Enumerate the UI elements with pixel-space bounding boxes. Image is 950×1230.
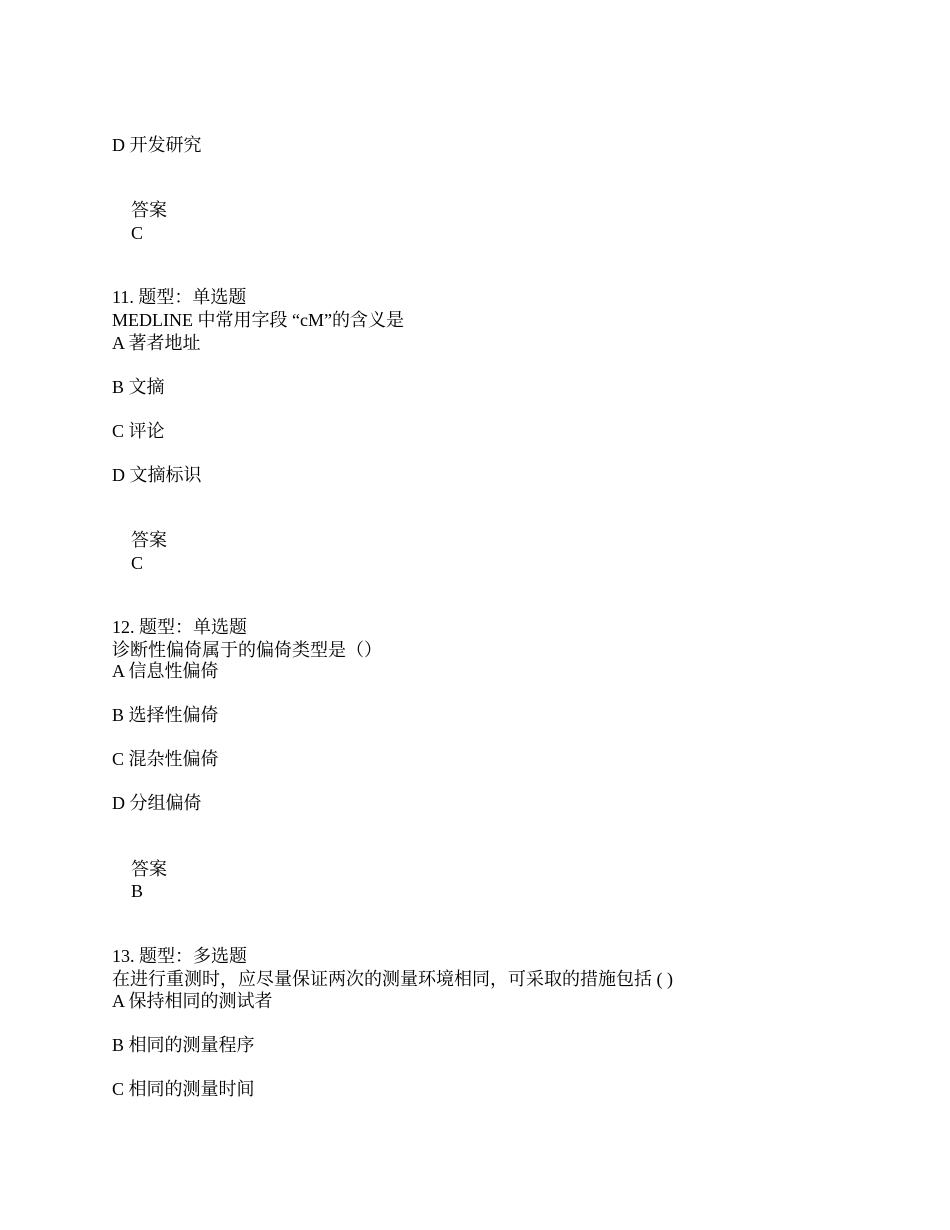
answer-value: C: [131, 223, 144, 243]
answer-label: 答案: [131, 200, 167, 220]
answer-value: B: [131, 881, 144, 901]
question-option: D 分组偏倚: [112, 793, 202, 813]
question-header: 13. 题型：多选题: [112, 946, 247, 966]
question-header: 11. 题型：单选题: [112, 287, 247, 307]
question-option: B 选择性偏倚: [112, 705, 219, 725]
question-option: B 文摘: [112, 377, 165, 397]
question-option: C 评论: [112, 421, 165, 441]
question-option: A 信息性偏倚: [112, 661, 219, 681]
question-option: D 开发研究: [112, 135, 202, 155]
answer-label: 答案: [131, 530, 167, 550]
question-header: 12. 题型：单选题: [112, 617, 247, 637]
question-stem: 在进行重测时，应尽量保证两次的测量环境相同，可采取的措施包括 ( ): [112, 969, 673, 989]
question-option: B 相同的测量程序: [112, 1035, 255, 1055]
question-option: D 文摘标识: [112, 465, 202, 485]
answer-value: C: [131, 553, 144, 573]
question-stem: MEDLINE 中常用字段 “cM”的含义是: [112, 310, 404, 330]
question-option: C 混杂性偏倚: [112, 749, 219, 769]
answer-label: 答案: [131, 859, 167, 879]
question-stem: 诊断性偏倚属于的偏倚类型是（）: [112, 640, 382, 660]
question-option: A 著者地址: [112, 333, 201, 353]
question-option: A 保持相同的测试者: [112, 991, 273, 1011]
question-option: C 相同的测量时间: [112, 1079, 255, 1099]
